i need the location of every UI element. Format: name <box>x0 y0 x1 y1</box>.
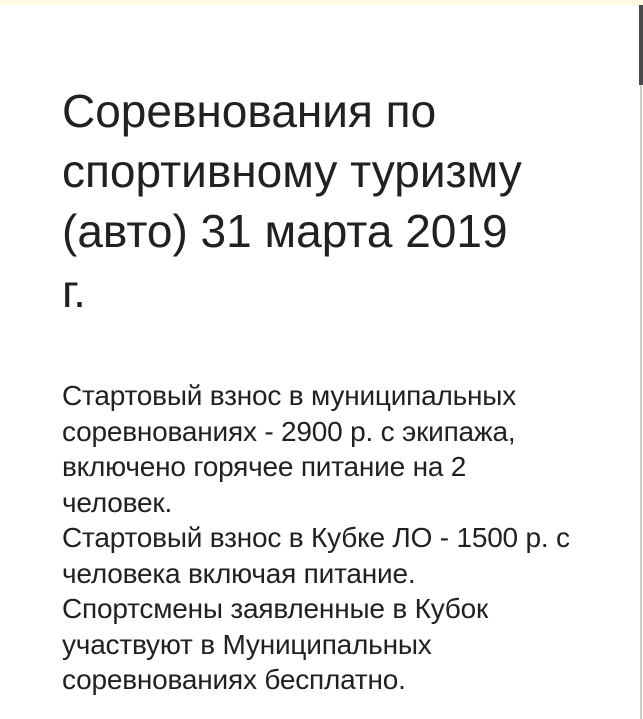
title-line: (авто) 31 марта 2019 <box>62 205 508 257</box>
title-line: г. <box>62 265 86 317</box>
body-line: Стартовый взнос в муниципальных <box>62 380 517 411</box>
body-line: Стартовый взнос в Кубке ЛО - 1500 р. с <box>62 522 570 553</box>
body-line: человека включая питание. <box>62 557 416 589</box>
body-line: включено горячее питание на 2 <box>62 451 467 482</box>
scrollbar-track[interactable] <box>640 5 642 719</box>
body-line: участвуют в Муниципальных <box>62 628 432 660</box>
title-line: спортивному туризму <box>62 145 522 197</box>
body-line: соревнованиях - 2900 р. с экипажа, <box>62 415 516 447</box>
body-line: человек. <box>62 486 173 518</box>
title-line: Соревнования по <box>62 85 437 137</box>
article-content <box>62 0 593 698</box>
body-line: соревнованиях бесплатно. <box>62 664 406 695</box>
scrollbar-thumb[interactable] <box>639 5 643 85</box>
article-body <box>62 378 593 698</box>
body-line: Спортсмены заявленные в Кубок <box>62 593 489 624</box>
article-title <box>62 0 593 321</box>
